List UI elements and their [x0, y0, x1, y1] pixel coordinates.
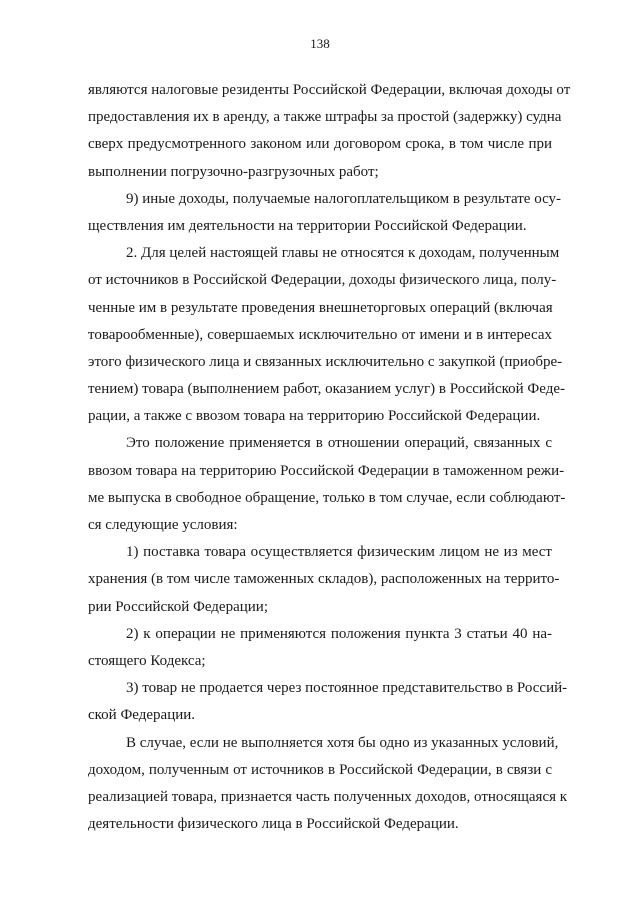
text-line: 2) к операции не применяются положения пункта 3 статьи 40 на- — [126, 625, 552, 642]
text-line: ся следующие условия: — [88, 517, 238, 533]
text-line: деятельности физического лица в Российской Федерации. — [88, 816, 459, 833]
text-line: ществления им деятельности на территории Российской Федерации. — [88, 217, 527, 234]
text-line: хранения (в том числе таможенных складов), расположенных на террито- — [88, 571, 560, 588]
text-line: ченные им в результате проведения внешнеторговых операций (включая — [88, 299, 553, 316]
text-line: Это положение применяется в отношении операций, связанных с — [126, 435, 552, 452]
text-line: 2. Для целей настоящей главы не относятся к доходам, полученным — [126, 245, 560, 262]
text-line: товарообменные), совершаемых исключительно от имени и в интересах — [88, 326, 552, 343]
text-line: тением) товара (выполнением работ, оказанием услуг) в Российской Феде- — [88, 381, 565, 398]
text-line: ме выпуска в свободное обращение, только в том случае, если соблюдают- — [88, 489, 566, 506]
text-line: ввозом товара на территорию Российской Федерации в таможенном режи- — [88, 462, 565, 479]
text-line: предоставления их в аренду, а также штрафы за простой (задержку) судна — [88, 109, 562, 126]
text-line: доходом, полученным от источников в Российской Федерации, в связи с — [88, 761, 552, 778]
text-line: рии Российской Федерации; — [88, 598, 268, 615]
text-line: В случае, если не выполняется хотя бы одно из указанных условий, — [126, 734, 559, 751]
text-line: 3) товар не продается через постоянное представительство в Россий- — [126, 680, 568, 697]
text-line: от источников в Российской Федерации, доходы физического лица, полу- — [88, 272, 557, 289]
text-line: этого физического лица и связанных исключительно с закупкой (приобре- — [88, 353, 563, 370]
text-line: являются налоговые резиденты Российской Федерации, включая доходы от — [88, 82, 571, 98]
text-line: ской Федерации. — [88, 707, 196, 724]
text-line: 9) иные доходы, получаемые налогоплательщиком в результате осу- — [126, 190, 562, 207]
text-line: стоящего Кодекса; — [88, 652, 206, 669]
text-line: рации, а также с ввозом товара на территорию Российской Федерации. — [88, 408, 541, 425]
page-number: 138 — [310, 36, 330, 51]
text-line: реализацией товара, признается часть полученных доходов, относящаяся к — [88, 788, 568, 805]
text-line: сверх предусмотренного законом или договором срока, в том числе при — [88, 136, 552, 153]
text-line: 1) поставка товара осуществляется физическим лицом не из мест — [126, 544, 552, 561]
body-text — [88, 77, 571, 838]
text-line: выполнении погрузочно-разгрузочных работ; — [88, 163, 379, 180]
